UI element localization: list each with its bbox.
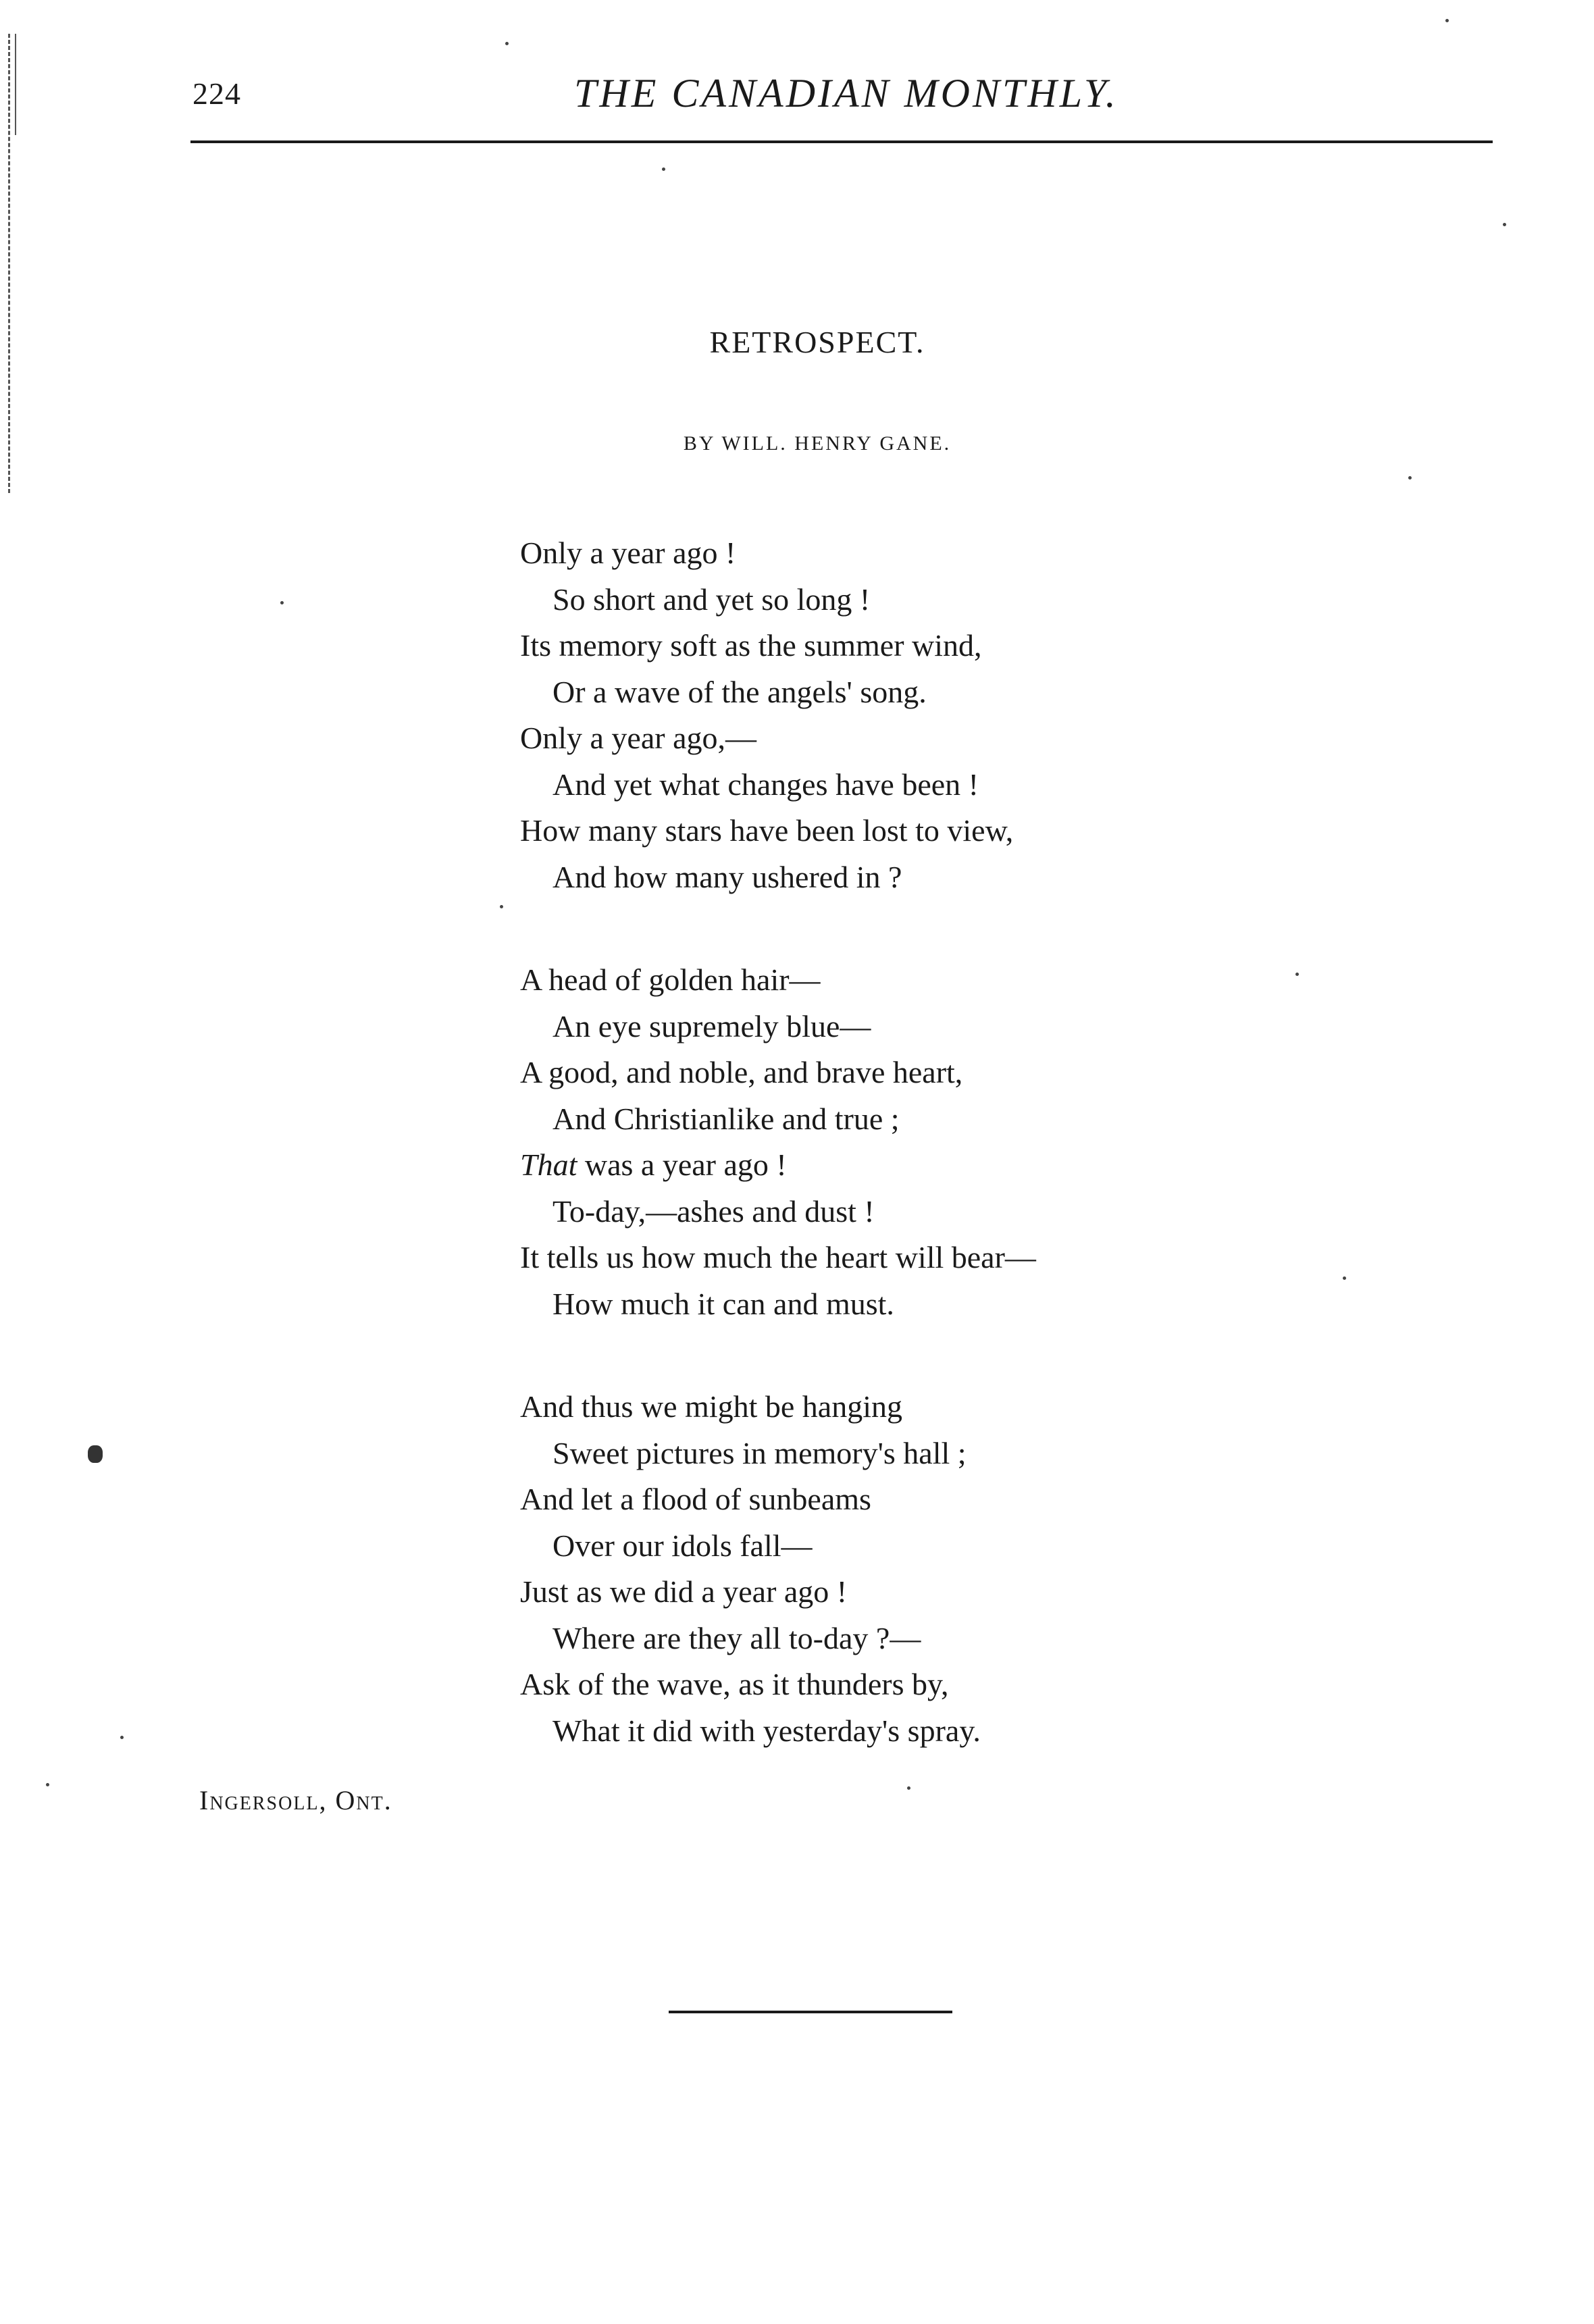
ink-speck	[505, 42, 509, 45]
ink-speck	[120, 1736, 124, 1739]
poem-line	[520, 1142, 1196, 1189]
margin-scan-mark	[8, 34, 12, 493]
ink-speck	[1295, 973, 1299, 976]
poem-title: RETROSPECT.	[709, 325, 925, 359]
margin-scan-mark	[15, 34, 16, 135]
ink-speck	[280, 601, 284, 604]
poem-line: Sweet pictures in memory's hall ;	[552, 1435, 967, 1470]
ink-blot	[88, 1445, 103, 1463]
poem-line: Its memory soft as the summer wind,	[520, 628, 982, 663]
ink-speck	[500, 905, 503, 908]
stanza-1	[520, 530, 1196, 900]
poem-line: A good, and noble, and brave heart,	[520, 1055, 963, 1089]
poem-line: And yet what changes have been !	[552, 767, 979, 802]
running-head: THE CANADIAN MONTHLY.	[574, 71, 1119, 115]
poem-author: BY WILL. HENRY GANE.	[683, 432, 952, 455]
page-number: 224	[192, 76, 241, 111]
poem-line: Where are they all to-day ?—	[552, 1620, 921, 1655]
stanza-2	[520, 957, 1196, 1327]
poem-line: And Christianlike and true ;	[552, 1101, 900, 1136]
poem-line: Over our idols fall—	[552, 1528, 813, 1563]
signoff-location: Ingersoll, Ont.	[199, 1785, 392, 1815]
poem-line: What it did with yesterday's spray.	[552, 1713, 981, 1748]
poem-line: Only a year ago !	[520, 536, 736, 570]
ink-speck	[1343, 1276, 1346, 1280]
ink-speck	[907, 1786, 910, 1790]
poem-line: An eye supremely blue—	[552, 1008, 871, 1043]
poem-line-rest: was a year ago !	[577, 1147, 787, 1182]
italic-word: That	[520, 1147, 577, 1182]
poem-line: How many stars have been lost to view,	[520, 813, 1014, 848]
poem-line: Just as we did a year ago !	[520, 1574, 848, 1609]
poem-line: Only a year ago,—	[520, 721, 756, 755]
poem-line: So short and yet so long !	[552, 582, 871, 617]
ink-speck	[662, 167, 665, 171]
ink-speck	[1445, 19, 1449, 22]
ink-speck	[1408, 476, 1412, 480]
poem-line: And thus we might be hanging	[520, 1389, 902, 1424]
poem-line: Ask of the wave, as it thunders by,	[520, 1667, 949, 1701]
poem-line: And how many ushered in ?	[552, 859, 902, 894]
poem-line: How much it can and must.	[552, 1286, 894, 1321]
poem-line: Or a wave of the angels' song.	[552, 674, 927, 709]
stanza-3	[520, 1384, 1196, 1754]
poem-line: It tells us how much the heart will bear—	[520, 1240, 1036, 1274]
poem-line: And let a flood of sunbeams	[520, 1482, 871, 1516]
poem-line: A head of golden hair—	[520, 962, 821, 997]
ink-speck	[46, 1783, 49, 1786]
end-rule	[669, 2011, 952, 2013]
ink-speck	[1503, 223, 1506, 226]
poem-body	[520, 530, 1196, 1811]
poem-line: To-day,—ashes and dust !	[552, 1193, 875, 1229]
header-rule	[190, 140, 1493, 143]
